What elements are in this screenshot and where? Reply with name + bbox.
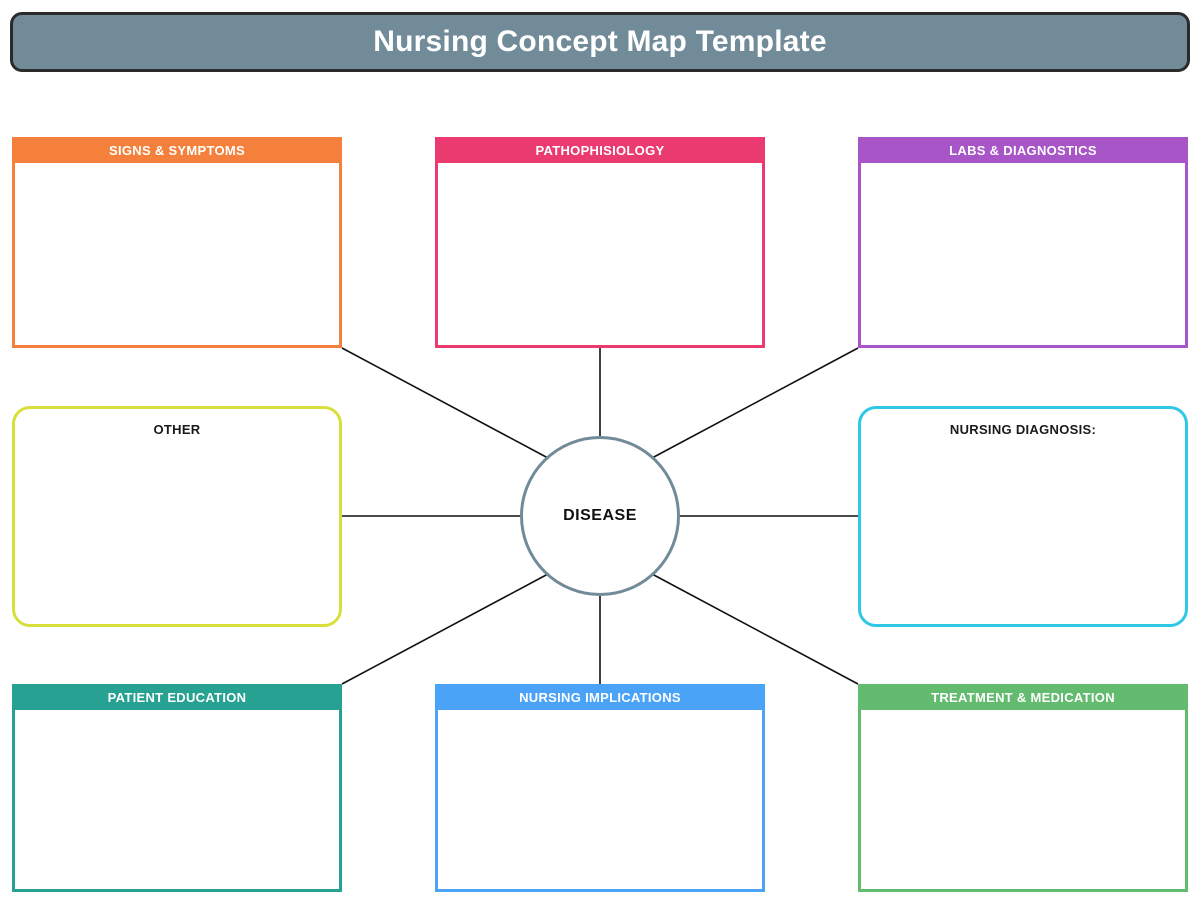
node-header-other: OTHER (153, 422, 201, 437)
node-other[interactable] (12, 406, 342, 627)
node-body-nursing-diagnosis[interactable] (861, 442, 1185, 624)
node-labs-diagnostics[interactable] (858, 137, 1188, 348)
line-center-to-signs-symptoms (342, 348, 548, 458)
node-body-patient-education[interactable] (15, 710, 339, 889)
page-title-banner (10, 12, 1190, 72)
node-header-pathophisiology: PATHOPHISIOLOGY (438, 140, 762, 163)
node-pathophisiology[interactable] (435, 137, 765, 348)
center-node-disease[interactable] (520, 436, 680, 596)
node-header-signs-symptoms: SIGNS & SYMPTOMS (15, 140, 339, 163)
node-body-labs-diagnostics[interactable] (861, 163, 1185, 345)
node-header-treatment-medication: TREATMENT & MEDICATION (861, 687, 1185, 710)
node-header-labs-diagnostics: LABS & DIAGNOSTICS (861, 140, 1185, 163)
node-body-nursing-implications[interactable] (438, 710, 762, 889)
node-signs-symptoms[interactable] (12, 137, 342, 348)
line-center-to-treatment-medication (652, 574, 858, 684)
node-patient-education[interactable] (12, 684, 342, 892)
page-title: Nursing Concept Map Template (373, 25, 827, 58)
node-header-nursing-implications: NURSING IMPLICATIONS (438, 687, 762, 710)
line-center-to-patient-education (342, 574, 548, 684)
line-center-to-labs-diagnostics (652, 348, 858, 458)
node-header-nursing-diagnosis: NURSING DIAGNOSIS: (949, 422, 1097, 437)
node-body-pathophisiology[interactable] (438, 163, 762, 345)
node-body-signs-symptoms[interactable] (15, 163, 339, 345)
node-body-treatment-medication[interactable] (861, 710, 1185, 889)
center-node-label: DISEASE (563, 507, 637, 524)
node-nursing-implications[interactable] (435, 684, 765, 892)
node-nursing-diagnosis[interactable] (858, 406, 1188, 627)
node-treatment-medication[interactable] (858, 684, 1188, 892)
node-header-patient-education: PATIENT EDUCATION (15, 687, 339, 710)
node-body-other[interactable] (15, 442, 339, 624)
